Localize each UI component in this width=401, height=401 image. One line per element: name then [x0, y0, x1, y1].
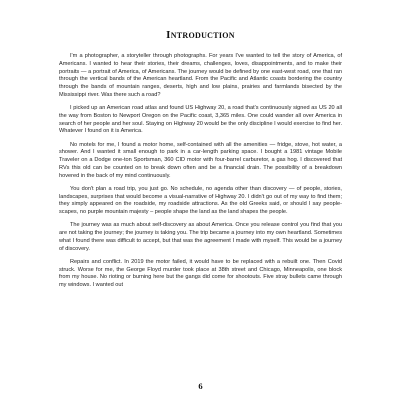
page-number: 6 [198, 381, 203, 391]
paragraph: Repairs and conflict. In 2019 the motor failed, it would have to be replaced with a rebuilt one. Then Covid struck. Worse for me, the George Floyd murder took place at 38th street and Chicago, Minneapolis, one block from my house. No rioting or burning here but the gangs did come for shootouts. Five stray bullets came through my windows. I wanted out [59, 258, 342, 288]
body-text [59, 53, 342, 295]
chapter-title: Introduction [166, 29, 235, 41]
paragraph: I'm a photographer, a storyteller through photographs. For years I've wanted to tell the story of America, of Americans. I wanted to hear their stories, their dreams, challenges, loves, disappointments, and to make their portraits — a portrait of America, of Americans. The journey would be defined by one east-west road, one that ran through the vertical bands of the American heartland. From the Pacific and Atlantic coasts bordering the country through the bands of mountain ranges, deserts, high and low plains, prairies and farmlands bisected by the Mississippi river. Was there such a road? [59, 53, 342, 98]
paragraph: I picked up an American road atlas and found US Highway 20, a road that's continuously signed as US 20 all the way from Boston to Newport Oregon on the Pacific coast, 3,365 miles. One could wander all over America in search of her people and her soul. Staying on Highway 20 would be the only discipline I would exercise to find her. Whatever I found on it is America. [59, 105, 342, 135]
paragraph: No motels for me, I found a motor home, self-contained with all the amenities — fridge, stove, hot water, a shower. And I wanted it small enough to park in a car-length parking space. I bought a 1981 vintage Mobile Traveler on a Dodge one-ton Sportsman, 360 CID motor with four-barrel carburetor, a gas hog. I discovered that RVs this old can be counted on to break down often and be a financial drain. The possibility of a breakdown hovered in the back of my mind continuously. [59, 141, 342, 179]
paragraph: You don't plan a road trip, you just go. No schedule, no agenda other than discovery — of people, stories, landscapes, surprises that would become a visual-narrative of Highway 20. I didn't go out of my way to find them; they simply appeared on the roadside, my roadside attractions. As the old Greeks said, or should I say people-scapes, no purple mountain majesty – people shape the land as the land shapes the people. [59, 185, 342, 215]
paragraph: The journey was as much about self-discovery as about America. Once you release control you find that you are not taking the journey; the journey is taking you. The trip became a journey into my own heartland. Sometimes what I found there was difficult to accept, but that was the agreement I made with myself. This would be a journey of discovery. [59, 222, 342, 252]
